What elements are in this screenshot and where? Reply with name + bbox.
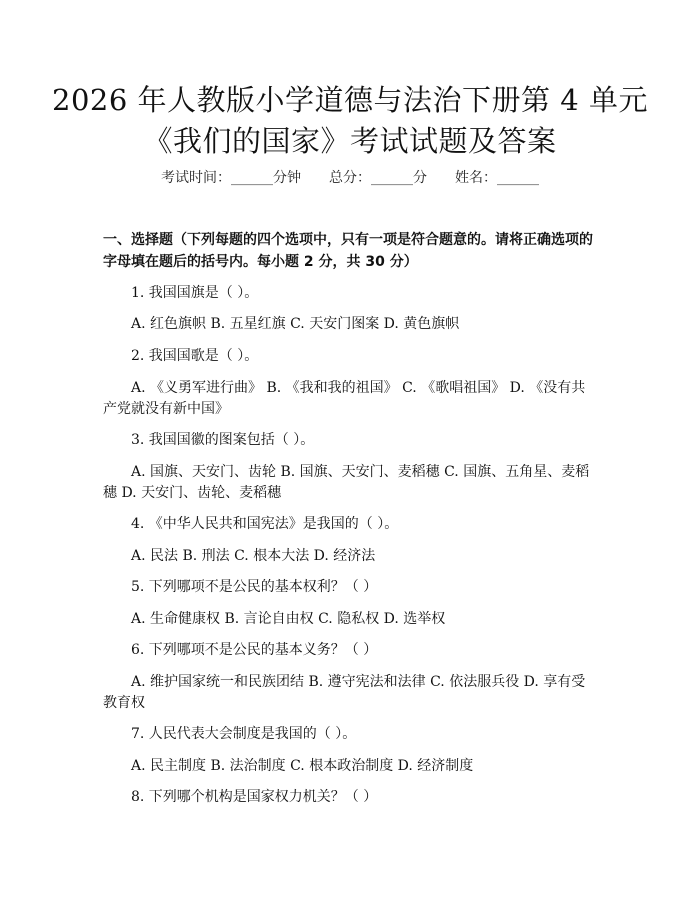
question-7-stem: 7. 人民代表大会制度是我国的（ ）。 [131,726,357,742]
question-3-stem: 3. 我国国徽的图案包括（ ）。 [131,432,315,448]
question-5-stem: 5. 下列哪项不是公民的基本权利？（ ） [131,579,378,595]
section-heading-line-2: 字母填在题后的括号内。每小题 2 分，共 30 分） [103,254,418,270]
question-3-options-cont: 穗 D. 天安门、齿轮、麦稻穗 [103,485,282,501]
document-title-line-2: 《我们的国家》考试试题及答案 [143,124,557,158]
question-2-stem: 2. 我国国歌是（ ）。 [131,348,259,364]
question-1-options: A. 红色旗帜 B. 五星红旗 C. 天安门图案 D. 黄色旗帜 [131,316,460,332]
question-6-stem: 6. 下列哪项不是公民的基本义务？（ ） [131,642,378,658]
question-2-options-cont: 产党就没有新中国》 [103,401,229,417]
exam-time-field: 考试时间：______分钟 [161,170,301,186]
question-6-options-cont: 教育权 [103,695,145,711]
question-1-stem: 1. 我国国旗是（ ）。 [131,285,259,301]
student-name-field: 姓名：______ [455,170,539,186]
question-4-stem: 4. 《中华人民共和国宪法》是我国的（ ）。 [131,516,399,532]
question-6-options: A. 维护国家统一和民族团结 B. 遵守宪法和法律 C. 依法服兵役 D. 享有受 [131,674,586,690]
document-title-line-1: 2026 年人教版小学道德与法治下册第 4 单元 [52,83,648,117]
question-4-options: A. 民法 B. 刑法 C. 根本大法 D. 经济法 [131,548,376,564]
exam-info-row [0,168,700,188]
question-5-options: A. 生命健康权 B. 言论自由权 C. 隐私权 D. 选举权 [131,611,446,627]
question-2-options: A. 《义勇军进行曲》 B. 《我和我的祖国》 C. 《歌唱祖国》 D. 《没有共 [131,380,586,396]
question-3-options: A. 国旗、天安门、齿轮 B. 国旗、天安门、麦稻穗 C. 国旗、五角星、麦稻 [131,464,590,480]
question-8-stem: 8. 下列哪个机构是国家权力机关？（ ） [131,789,378,805]
total-score-field: 总分：______分 [329,170,427,186]
section-heading-line-1: 一、选择题（下列每题的四个选项中，只有一项是符合题意的。请将正确选项的 [103,232,593,248]
question-7-options: A. 民主制度 B. 法治制度 C. 根本政治制度 D. 经济制度 [131,758,474,774]
